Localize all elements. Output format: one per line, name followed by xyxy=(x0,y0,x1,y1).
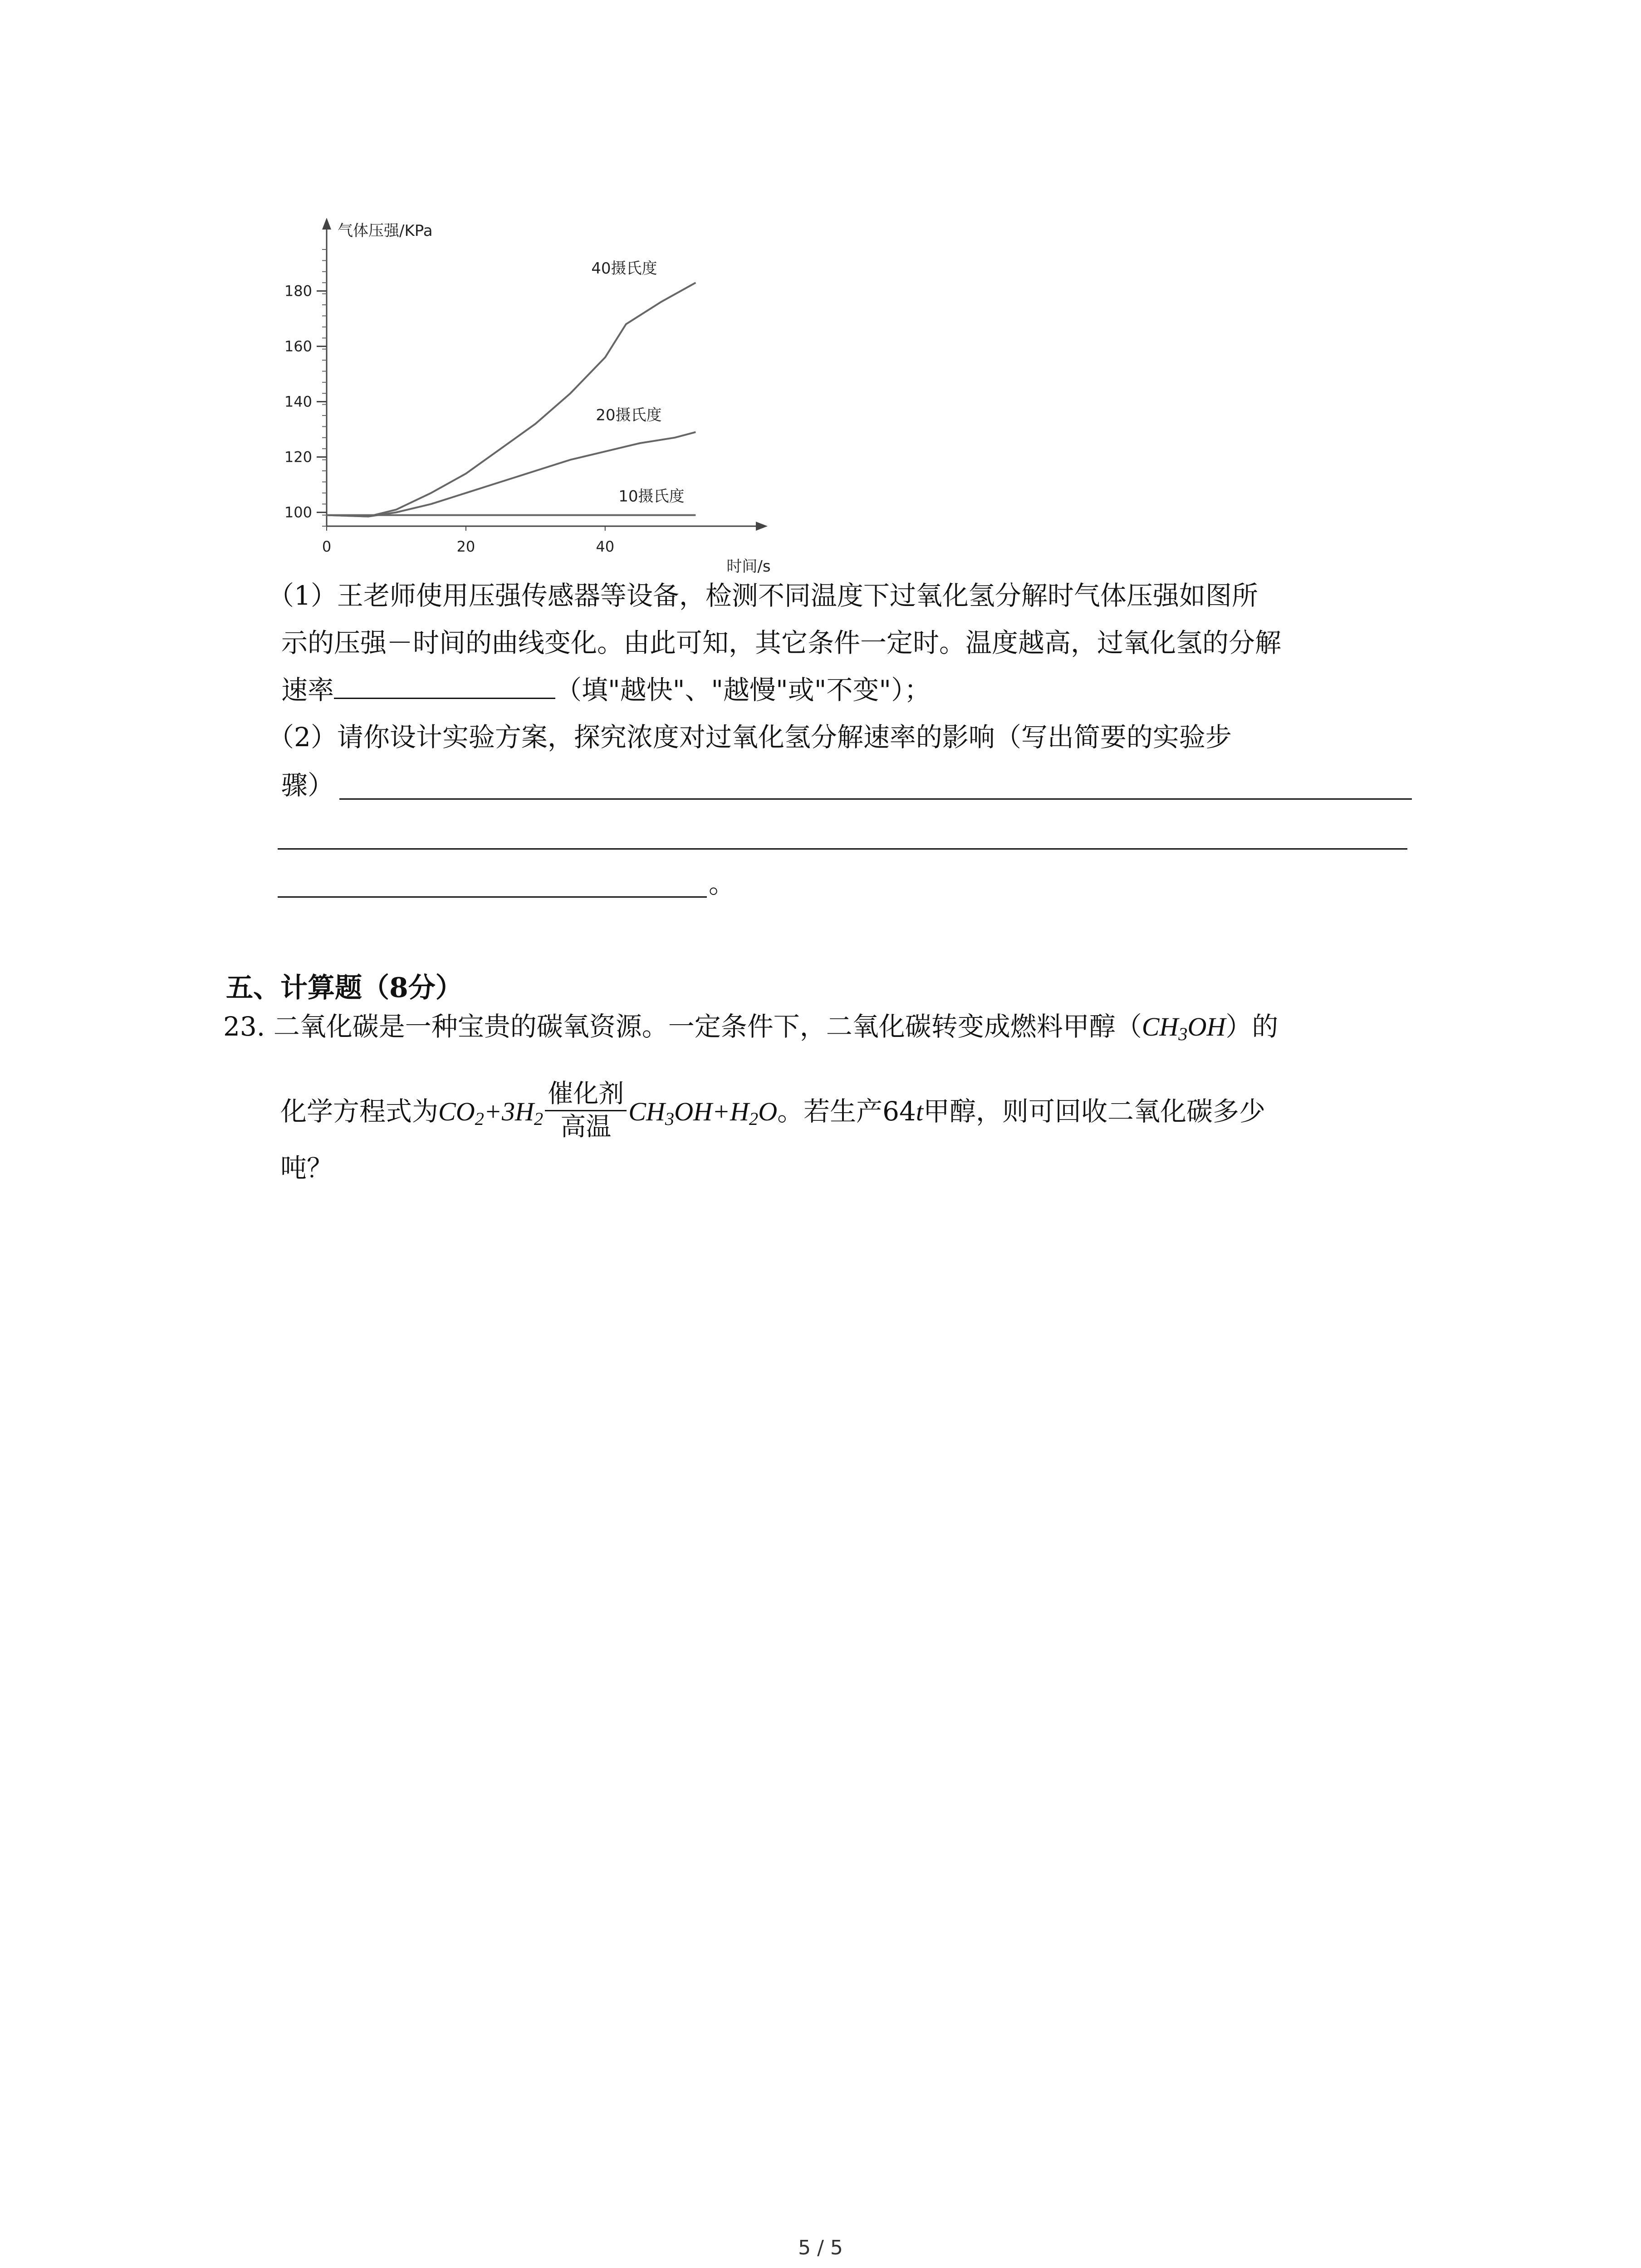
x-tick-label: 20 xyxy=(456,538,475,555)
chart-series xyxy=(327,283,696,516)
q1-line-3-suffix: （填"越快"、"越慢"或"不变"）； xyxy=(555,675,931,705)
q2-line-2 xyxy=(281,765,334,806)
q23-line-2-prefix: 化学方程式为 xyxy=(280,1096,439,1127)
y-tick-label: 140 xyxy=(284,393,312,411)
q2-answer-line-3[interactable] xyxy=(278,896,707,898)
eq-oh-plus-h: OH+H xyxy=(674,1097,749,1126)
x-tick-label: 40 xyxy=(596,538,615,555)
page-number: 5 / 5 xyxy=(798,2236,843,2259)
x-axis-arrow xyxy=(756,522,768,531)
y-tick-label: 100 xyxy=(284,503,312,521)
eq-co: CO xyxy=(438,1097,475,1126)
q23-line-1-suffix: ）的 xyxy=(1225,1011,1279,1042)
eq-ch-sub: 3 xyxy=(665,1109,675,1129)
y-tick-label: 160 xyxy=(284,337,312,355)
q1-line-2: 示的压强－时间的曲线变化。由此可知，其它条件一定时。温度越高，过氧化氢的分解 xyxy=(281,627,1282,658)
temperature-label: 高温 xyxy=(545,1110,627,1143)
q23-line-3: 吨？ xyxy=(280,1153,333,1183)
q1-line-3 xyxy=(281,670,931,710)
q2-period: 。 xyxy=(709,868,735,899)
x-axis-title: 时间/s xyxy=(726,557,771,576)
catalyst-label: 催化剂 xyxy=(548,1079,624,1109)
q2-line-1: （2）请你设计实验方案，探究浓度对过氧化氢分解速率的影响（写出简要的实验步 xyxy=(268,722,1232,753)
q23-line-1 xyxy=(223,1006,1278,1055)
eq-co-sub: 2 xyxy=(475,1109,484,1129)
eq-ch: CH xyxy=(628,1097,665,1126)
x-tick-label: 0 xyxy=(322,538,332,555)
reaction-condition xyxy=(545,1078,627,1143)
chart-labels xyxy=(284,222,771,576)
section-5-heading: 五、计算题（8分） xyxy=(226,972,463,1004)
mass-unit: t xyxy=(916,1097,924,1126)
formula-oh: OH xyxy=(1187,1012,1226,1041)
q23-line-2 xyxy=(280,1075,1265,1155)
q2-answer-line-1[interactable] xyxy=(339,798,1412,800)
series-label: 40摄氏度 xyxy=(591,259,657,278)
q23-line-2-mid: 。若生产 xyxy=(777,1096,883,1127)
y-tick-label: 180 xyxy=(284,282,312,300)
q23-number: 23. xyxy=(223,1011,265,1042)
series-label: 10摄氏度 xyxy=(618,487,685,506)
eq-h2o-sub: 2 xyxy=(749,1109,759,1129)
q23-line-1-text: 二氧化碳是一种宝贵的碳氧资源。一定条件下，二氧化碳转变成燃料甲醇（ xyxy=(273,1011,1142,1042)
q1-answer-blank[interactable] xyxy=(334,671,555,699)
series-line xyxy=(327,283,696,516)
series-label: 20摄氏度 xyxy=(596,406,662,425)
eq-o: O xyxy=(758,1097,778,1126)
q23-line-2-suffix: 甲醇，则可回收二氧化碳多少 xyxy=(923,1096,1266,1127)
mass-value: 64 xyxy=(882,1096,916,1127)
eq-plus-3h: +3H xyxy=(484,1097,534,1126)
formula-sub-3: 3 xyxy=(1178,1024,1188,1045)
q1-line-3-prefix: 速率 xyxy=(281,675,334,705)
q2-answer-line-2[interactable] xyxy=(278,848,1407,850)
formula-ch: CH xyxy=(1141,1012,1179,1041)
y-axis-arrow xyxy=(322,218,331,230)
eq-h-sub: 2 xyxy=(534,1109,544,1129)
chart-axes xyxy=(317,218,768,531)
q2-line-2-prefix: 骤） xyxy=(281,770,334,801)
y-tick-label: 120 xyxy=(284,448,312,466)
y-axis-title: 气体压强/KPa xyxy=(338,222,433,240)
pressure-time-chart xyxy=(268,213,826,581)
q1-line-1: （1）王老师使用压强传感器等设备，检测不同温度下过氧化氢分解时气体压强如图所 xyxy=(268,580,1258,611)
